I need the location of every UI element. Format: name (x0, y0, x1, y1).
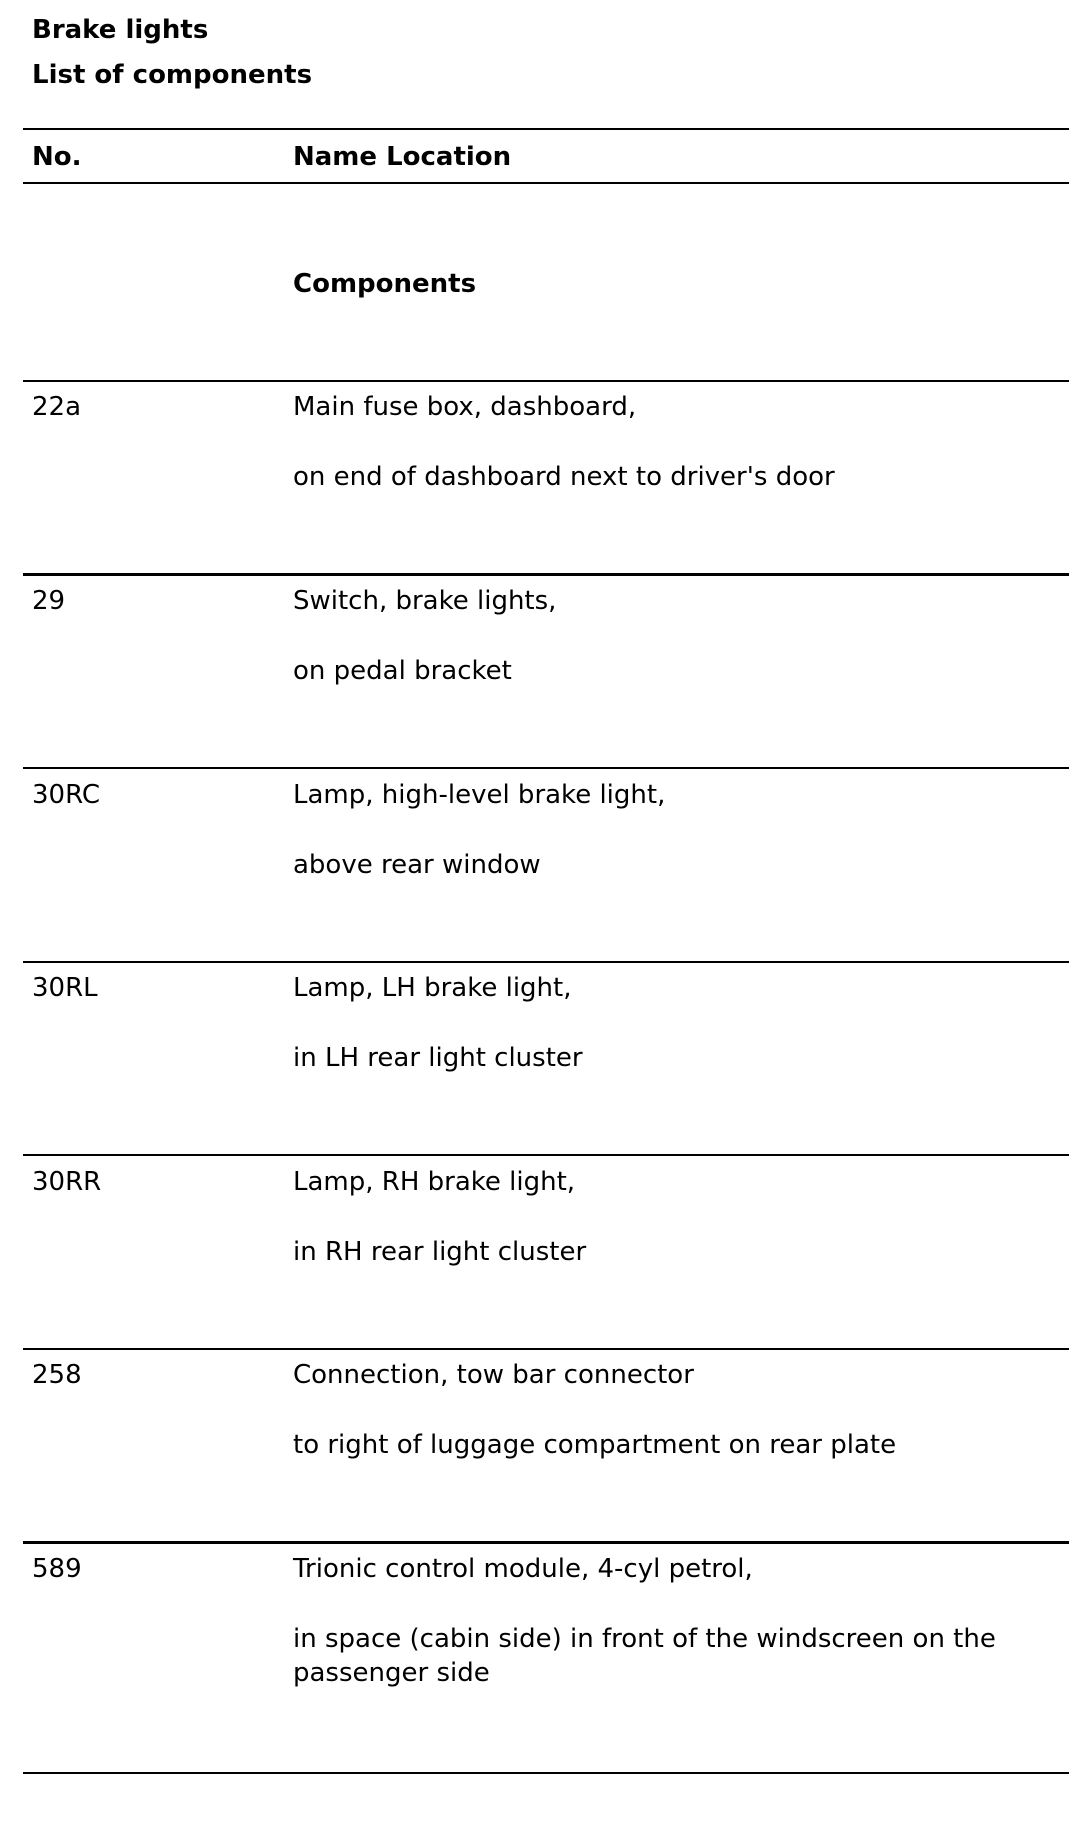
header-bottom-rule (23, 182, 1069, 184)
row-number: 589 (32, 1554, 82, 1584)
row-separator (23, 961, 1069, 963)
row-name: Trionic control module, 4-cyl petrol, (293, 1554, 753, 1584)
row-name: Switch, brake lights, (293, 586, 557, 616)
row-number: 29 (32, 586, 66, 616)
table-top-rule (23, 128, 1069, 130)
row-separator (23, 1348, 1069, 1350)
row-number: 30RR (32, 1167, 102, 1197)
document-subtitle: List of components (32, 60, 313, 90)
row-location: on pedal bracket (293, 656, 512, 686)
row-location: above rear window (293, 850, 541, 880)
row-location: in RH rear light cluster (293, 1237, 587, 1267)
row-number: 258 (32, 1360, 82, 1390)
row-number: 22a (32, 392, 82, 422)
row-name: Lamp, LH brake light, (293, 973, 572, 1003)
table-bottom-rule (23, 1772, 1069, 1774)
row-name: Connection, tow bar connector (293, 1360, 694, 1390)
row-separator (23, 1541, 1069, 1544)
row-separator (23, 380, 1069, 382)
row-number: 30RC (32, 780, 101, 810)
row-name: Lamp, RH brake light, (293, 1167, 576, 1197)
row-location: in space (cabin side) in front of the windscreen on the passenger side (293, 1624, 996, 1688)
row-number: 30RL (32, 973, 98, 1003)
column-header-name-location: Name Location (293, 142, 512, 172)
row-location: in LH rear light cluster (293, 1043, 583, 1073)
row-separator (23, 1154, 1069, 1156)
section-label-components: Components (293, 269, 477, 299)
row-location: on end of dashboard next to driver's door (293, 462, 835, 492)
row-separator (23, 573, 1069, 576)
document-title: Brake lights (32, 15, 209, 45)
row-location: to right of luggage compartment on rear plate (293, 1430, 897, 1460)
row-name: Lamp, high-level brake light, (293, 780, 666, 810)
column-header-no: No. (32, 142, 82, 172)
row-separator (23, 767, 1069, 769)
row-name: Main fuse box, dashboard, (293, 392, 637, 422)
